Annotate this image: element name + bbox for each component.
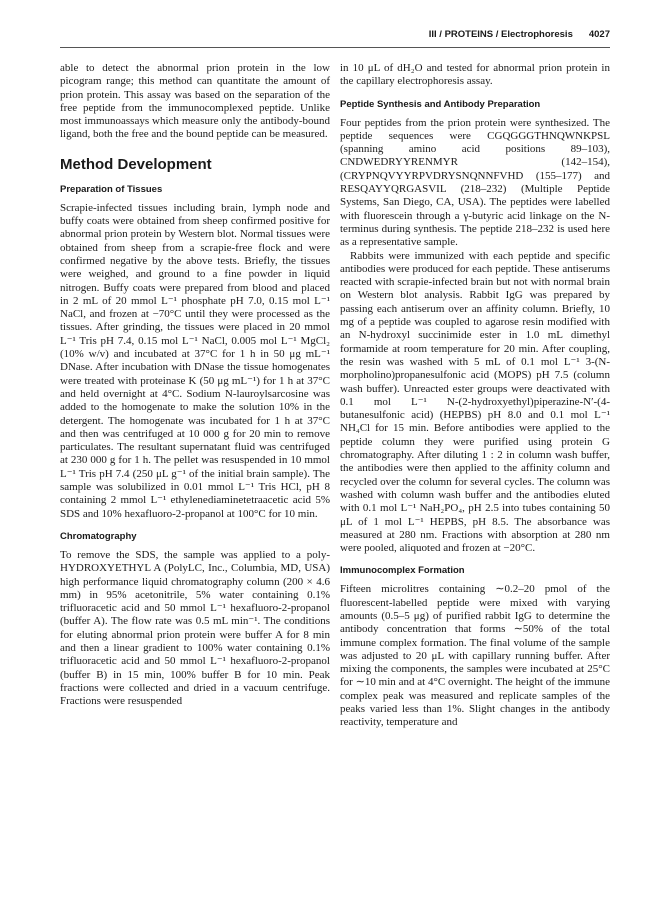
paragraph-preparation-of-tissues: Scrapie-infected tissues including brain, lymph node and buffy coats were obtained from sheep confirmed positive for abnormal prion protein by Western blot. Normal tissues were obtained from sheep from a scrapie-free flock and were confirmed negative by the above tests. Briefly, the tissues were weighed, and ground to a fine powder in liquid nitrogen. Buffy coats were prepared from blood and placed in 2 mL of 20 mmol L⁻¹ phosphate pH 7.0, 0.15 mol L⁻¹ NaCl, and frozen at −70°C until they were processed as the tissues. After grinding, the tissues were placed in 20 mmol L⁻¹ Tris pH 7.4, 0.15 mol L⁻¹ NaCl, 0.005 mol L⁻¹ MgCl₂ (10% w/v) and incubated at 37°C for 1 h in 50 μg mL⁻¹ DNase. After incubation with DNase the tissue homogenates were treated with proteinase K (50 μg mL⁻¹) for 1 h at 37°C and held overnight at 4°C. Sodium N-lauroylsarcosine was added to the homogenate to make the solution 10% in the detergent. The homogenate was incubated for 1 h at 37°C and then was centrifuged at 10 000 g for 20 min to remove particulates. The resultant supernatant fluid was centrifuged at 230 000 g for 1 h. The pellet was resuspended in 10 mmol L⁻¹ Tris pH 7.4 (250 μL g⁻¹ of the initial brain sample). The sample was solubilized in 0.01 mmol L⁻¹ Tris HCl, pH 8 containing 2 mmol L⁻¹ ethylenediaminetetraacetic acid 5% SDS and 10% hexafluoro-2-propanol at 100°C for 10 min.	[60, 201, 330, 520]
paragraph-intro-continued: able to detect the abnormal prion protein in the low picogram range; this method can quantitate the amount of prion protein. This assay was based on the separation of the free peptide from the immunocomplexed peptide. Unlike most immunoassays which measure only the antibody-bound ligand, both the free and the bound peptide can be measured.	[60, 62, 330, 141]
right-column	[340, 62, 610, 730]
running-head-section: III / PROTEINS / Electrophoresis	[428, 29, 573, 40]
subsection-heading-preparation-of-tissues: Preparation of Tissues	[60, 183, 163, 195]
paragraph-antibody-preparation: Rabbits were immunized with each peptide and specific antibodies were produced for each peptide. These antiserums reacted with scrapie-infected brain but not with normal brain on Western blot analysis. Rabbit IgG was prepared by passing each antiserum over an affinity column. Briefly, 10 mg of a peptide was coupled to agarose resin modified with an N-hydroxyl succinimide ester in 1.0 mL dimethyl formamide at room temperature for 20 min. After coupling, the resin was washed with 5 mL of 0.1 mol L⁻¹ 3-(N-morpholino)propanesulfonic acid (MOPS) pH 7.5 (column wash buffer). Unreacted ester groups were deactivated with 0.1 mol L⁻¹ N-(2-hydroxyethyl)piperazine-N′-(4-butanesulfonic acid) (HEPBS) pH 8.0 and 0.1 mol L⁻¹ NH₄Cl for 15 min. Before antibodies were applied to the peptide column they were purified using protein G chromatography. After diluting 1 : 2 in column wash buffer, the antibodies were then applied to the affinity column and recycled over the column for several cycles. The column was washed with column wash buffer and the antibodies eluted with 0.1 mol L⁻¹ NaH₂PO₄, pH 2.5 into tubes containing 50 μL of 1 mol L⁻¹ HEPBS, pH 8.5. The absorbance was measured at 280 nm. Fractions with absorption at 280 nm were pooled, aliquoted and frozen at −20°C.	[340, 249, 610, 555]
header-rule	[60, 47, 610, 48]
running-head	[60, 29, 610, 43]
left-column	[60, 62, 330, 730]
section-heading-method-development: Method Development	[60, 155, 212, 173]
page-number: 4027	[588, 29, 610, 40]
paragraph-chromatography: To remove the SDS, the sample was applied to a poly-HYDROXYETHYL A (PolyLC, Inc., Columbia, MD, USA) high performance liquid chromatography column (200 × 4.6 mm) in 95% acetonitrile, 5% water containing 0.1% trifluoracetic acid and 50 mmol L⁻¹ hexafluoro-2-propanol (buffer A). The flow rate was 0.5 mL min⁻¹. The conditions for eluting abnormal prion protein were buffer A for 8 min and then a linear gradient to 100% water containing 0.1% trifluoracetic acid and 50 mmol L⁻¹ hexafluoro-2-propanol (buffer B) in 15 min, 100% buffer B for 10 min. Peak fractions were collected and dried in a vacuum centrifuge. Fractions were resuspended	[60, 548, 330, 708]
body-columns	[60, 62, 610, 730]
subsection-heading-peptide-synthesis: Peptide Synthesis and Antibody Preparation	[340, 98, 541, 110]
paragraph-peptide-synthesis: Four peptides from the prion protein were synthesized. The peptide sequences were CGQGGGTHNQWNKPSL (spanning amino acid positions 89–103), CNDWEDRYYRENMYR (142–154), (CRYPNQVYYRPVDRYSNQNNFVHD (155–177) and RESQAYYQRGASVIL (218–232) (Multiple Peptide Systems, San Diego, CA, USA). The peptides were labelled with fluorescein through a γ-butyric acid linkage on the N-terminus during synthesis. The peptide 218–232 is used here as a representative sample.	[340, 116, 610, 249]
paragraph-immunocomplex-formation: Fifteen microlitres containing ∼0.2–20 pmol of the fluorescent-labelled peptide were mixed with varying amounts (0.5–5 μg) of purified rabbit IgG to determine the antibody concentration that forms ∼50% of the total immune complex formation. The final volume of the sample was adjusted to 20 μL with capillary running buffer. After mixing the components, the samples were incubated at 25°C for ∼10 min and at 4°C overnight. The height of the immune complex peak was measured and replicate samples of the peaks varied less than 1%. Slight changes in the antibody reactivity, temperature and	[340, 583, 610, 729]
paragraph-chromatography-continued: in 10 μL of dH₂O and tested for abnormal prion protein in the capillary electrophoresis assay.	[340, 62, 610, 88]
subsection-heading-chromatography: Chromatography	[60, 530, 137, 542]
subsection-heading-immunocomplex-formation: Immunocomplex Formation	[340, 565, 465, 577]
